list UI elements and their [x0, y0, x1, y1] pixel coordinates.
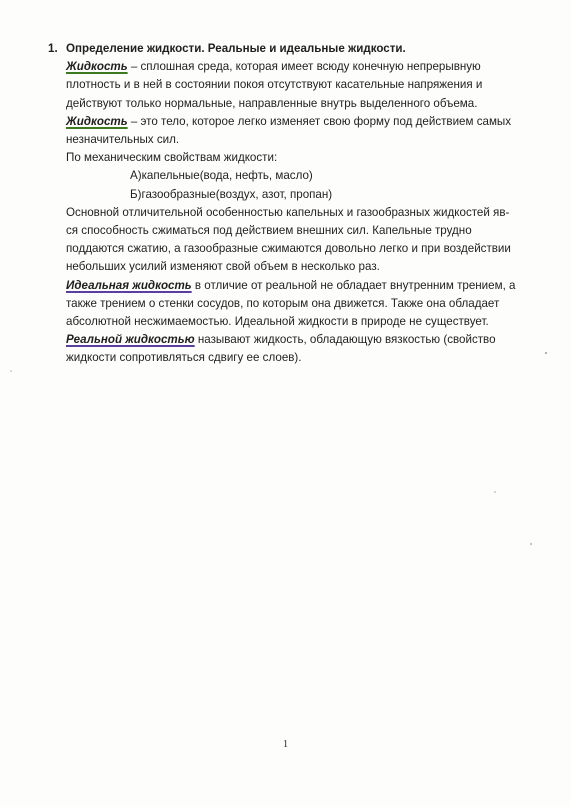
definition-text: в отличие от реальной не обладает внутренним трением, а: [191, 278, 516, 292]
term-liquid: Жидкость: [66, 114, 128, 128]
paragraph-line: [66, 331, 548, 349]
paragraph-compressibility: [66, 204, 548, 277]
list-item-gas-liquids: Б)газообразные(воздух, азот, пропан): [130, 187, 333, 201]
paragraph-real-liquid: [66, 331, 548, 367]
definition-text: – это тело, которое легко изменяет свою форму под действием самых: [127, 114, 512, 128]
definition-text: – сплошная среда, которая имеет всюду конечную непрерывную: [127, 60, 481, 74]
paragraph-classification: [66, 149, 548, 204]
term-ideal-liquid: Идеальная жидкость: [66, 278, 192, 292]
page-number: 1: [282, 738, 289, 750]
paragraph-line: [66, 277, 548, 295]
paragraph-line: жидкости сопротивляться сдвигу ее слоев).: [66, 351, 302, 365]
paragraph-line: действуют только нормальные, направленные внутрь выделенного объема.: [66, 96, 478, 110]
scan-speck: [530, 543, 532, 545]
paragraph-line: ся способность сжиматься под действием внешних сил. Капельные трудно: [66, 224, 472, 238]
paragraph-line: [66, 58, 548, 76]
definition-text: называют жидкость, обладающую вязкостью (свойство: [194, 333, 496, 347]
scan-speck: [494, 491, 496, 493]
term-real-liquid: Реальной жидкостью: [66, 333, 195, 347]
section-number: 1.: [48, 42, 58, 55]
list-item-drop-liquids: А)капельные(вода, нефть, масло): [130, 169, 313, 183]
paragraph-line: Основной отличительной особенностью капельных и газообразных жидкостей яв-: [66, 205, 510, 219]
scan-speck: [545, 352, 547, 354]
scan-speck: [10, 370, 12, 372]
document-content: [48, 40, 548, 368]
paragraph-definition-2: [66, 113, 548, 149]
paragraph-line: [66, 113, 548, 131]
term-liquid: Жидкость: [66, 60, 128, 74]
section-title: Определение жидкости. Реальные и идеальные жидкости.: [66, 42, 406, 55]
paragraph-line: По механическим свойствам жидкости:: [66, 151, 278, 165]
paragraph-line: также трением о стенки сосудов, по которым она движется. Также она обладает: [66, 296, 500, 310]
paragraph-ideal-liquid: [66, 277, 548, 332]
paragraph-line: незначительных сил.: [66, 133, 180, 147]
paragraph-definition-1: [66, 58, 548, 113]
paragraph-line: небольших усилий изменяют свой объем в несколько раз.: [66, 260, 380, 274]
paragraph-line: поддаются сжатию, а газообразные сжимаются довольно легко и при воздействии: [66, 242, 511, 256]
paragraph-line: абсолютной несжимаемостью. Идеальной жидкости в природе не существует.: [66, 315, 489, 329]
section-heading: [48, 40, 548, 58]
paragraph-line: плотность и в ней в состоянии покоя отсутствуют касательные напряжения и: [66, 78, 483, 92]
